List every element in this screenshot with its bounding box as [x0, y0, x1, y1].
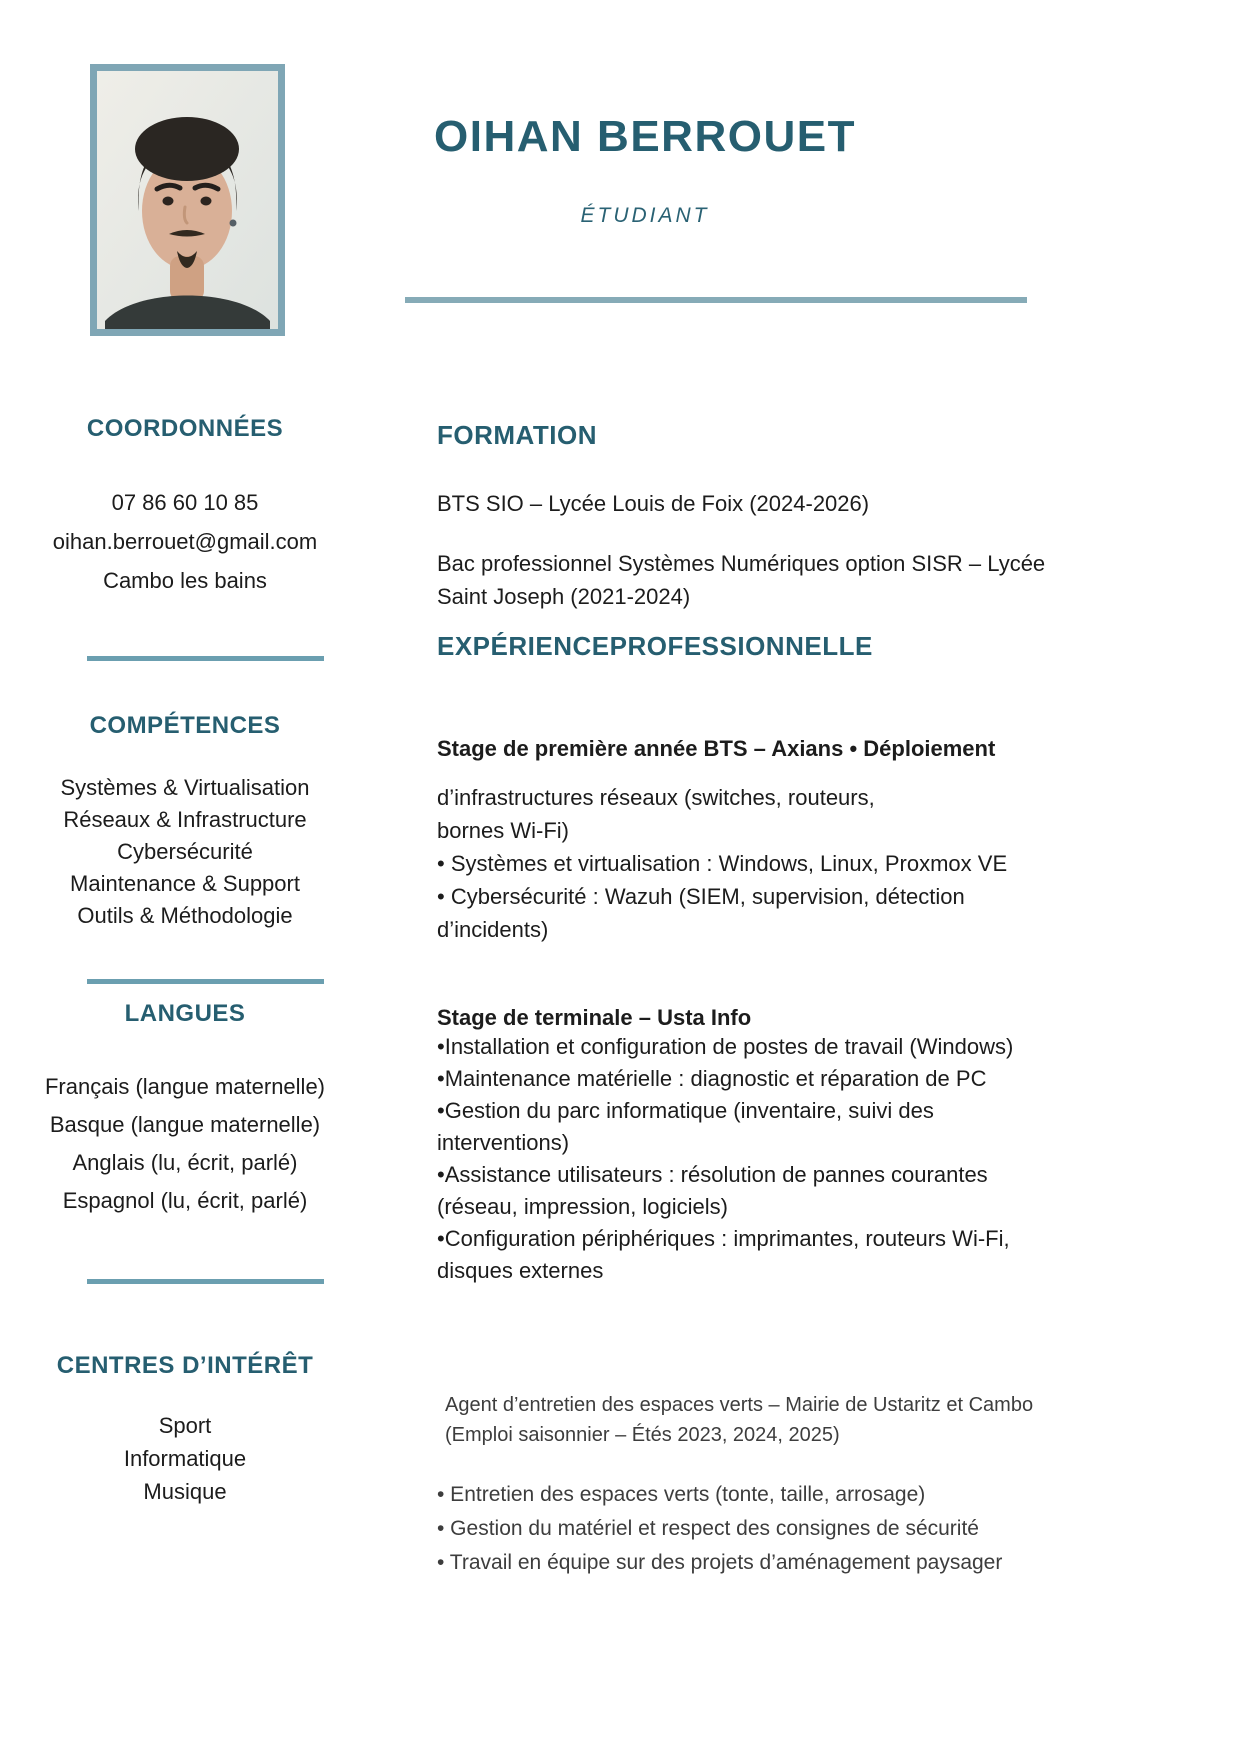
job-title-line: (Emploi saisonnier – Étés 2023, 2024, 2025) [445, 1424, 840, 1446]
detail-line: bornes Wi-Fi) [437, 818, 570, 843]
bullet-line: • Travail en équipe sur des projets d’aménagement paysager [437, 1551, 1003, 1574]
stage2-title: Stage de terminale – Usta Info [437, 1005, 752, 1030]
section-interets [35, 1352, 335, 1508]
list-item: Systèmes & Virtualisation [60, 775, 310, 800]
section-coordonnees [35, 415, 335, 600]
section-heading-experience: EXPÉRIENCEPROFESSIONNELLE [437, 631, 873, 661]
formation-item: BTS SIO – Lycée Louis de Foix (2024-2026) [437, 491, 870, 516]
section-heading-coordonnees: COORDONNÉES [86, 415, 284, 442]
section-heading-competences: COMPÉTENCES [89, 712, 281, 739]
section-heading-interets: CENTRES D’INTÉRÊT [56, 1352, 314, 1379]
bullet-line: • Entretien des espaces verts (tonte, taille, arrosage) [437, 1483, 926, 1506]
job-title-line: Agent d’entretien des espaces verts – Mairie de Ustaritz et Cambo [445, 1394, 1034, 1416]
experience-stage1 [437, 736, 1137, 946]
list-item: Cybersécurité [117, 839, 253, 864]
list-item: Réseaux & Infrastructure [63, 807, 307, 832]
detail-line: • Systèmes et virtualisation : Windows, Linux, Proxmox VE [437, 851, 1008, 876]
formation-item [437, 547, 1137, 613]
coordonnees-list [35, 483, 335, 600]
detail-line: •Assistance utilisateurs : résolution de pannes courantes [437, 1162, 988, 1187]
portrait-illustration [97, 71, 278, 329]
list-item: Outils & Méthodologie [77, 903, 293, 928]
list-item: Basque (langue maternelle) [49, 1112, 321, 1137]
detail-line: d’infrastructures réseaux (switches, routeurs, [437, 785, 875, 810]
list-item: Informatique [123, 1446, 247, 1471]
detail-line: •Gestion du parc informatique (inventaire, suivi des [437, 1098, 934, 1123]
person-title: ÉTUDIANT [580, 204, 710, 227]
section-langues [35, 1000, 335, 1220]
langues-list [35, 1068, 335, 1220]
experience-job-bullets [437, 1478, 1137, 1580]
experience-stage2 [437, 1005, 1137, 1287]
competences-list [35, 772, 335, 932]
detail-line: disques externes [437, 1258, 604, 1283]
detail-line: • Cybersécurité : Wazuh (SIEM, supervision, détection [437, 884, 965, 909]
sidebar-divider-1 [87, 656, 324, 661]
detail-line: •Maintenance matérielle : diagnostic et réparation de PC [437, 1066, 987, 1091]
stage1-title [437, 736, 1137, 762]
list-item: Sport [158, 1413, 212, 1438]
detail-line: interventions) [437, 1130, 570, 1155]
section-formation [437, 420, 1137, 613]
section-experience [437, 631, 1137, 662]
interets-list [35, 1409, 335, 1508]
detail-line: •Configuration périphériques : imprimantes, routeurs Wi-Fi, [437, 1226, 1010, 1251]
section-heading-formation: FORMATION [437, 420, 597, 450]
formation-item-line: Saint Joseph (2021-2024) [437, 584, 691, 609]
list-item: oihan.berrouet@gmail.com [52, 529, 318, 554]
detail-line: (réseau, impression, logiciels) [437, 1194, 728, 1219]
list-item: 07 86 60 10 85 [111, 490, 259, 515]
experience-job-header [445, 1390, 1145, 1450]
bullet-line: • Gestion du matériel et respect des consignes de sécurité [437, 1517, 979, 1540]
stage2-details [437, 1031, 1137, 1287]
detail-line: •Installation et configuration de postes de travail (Windows) [437, 1034, 1014, 1059]
list-item: Français (langue maternelle) [44, 1074, 326, 1099]
sidebar-divider-3 [87, 1279, 324, 1284]
detail-line: d’incidents) [437, 917, 549, 942]
header [400, 112, 890, 228]
person-name: OIHAN BERROUET [434, 112, 856, 161]
header-divider [405, 297, 1027, 303]
section-heading-langues: LANGUES [124, 1000, 246, 1027]
stage1-title-role: • Déploiement [843, 736, 996, 761]
formation-item-line: Bac professionnel Systèmes Numériques option SISR – Lycée [437, 551, 1046, 576]
section-competences [35, 712, 335, 932]
list-item: Musique [143, 1479, 227, 1504]
stage1-details [437, 781, 1137, 946]
list-item: Maintenance & Support [70, 871, 300, 896]
profile-photo [90, 64, 285, 336]
sidebar-divider-2 [87, 979, 324, 984]
stage1-title-company: Stage de première année BTS – Axians [437, 736, 844, 761]
list-item: Espagnol (lu, écrit, parlé) [62, 1188, 308, 1213]
list-item: Cambo les bains [103, 568, 267, 593]
list-item: Anglais (lu, écrit, parlé) [72, 1150, 298, 1175]
